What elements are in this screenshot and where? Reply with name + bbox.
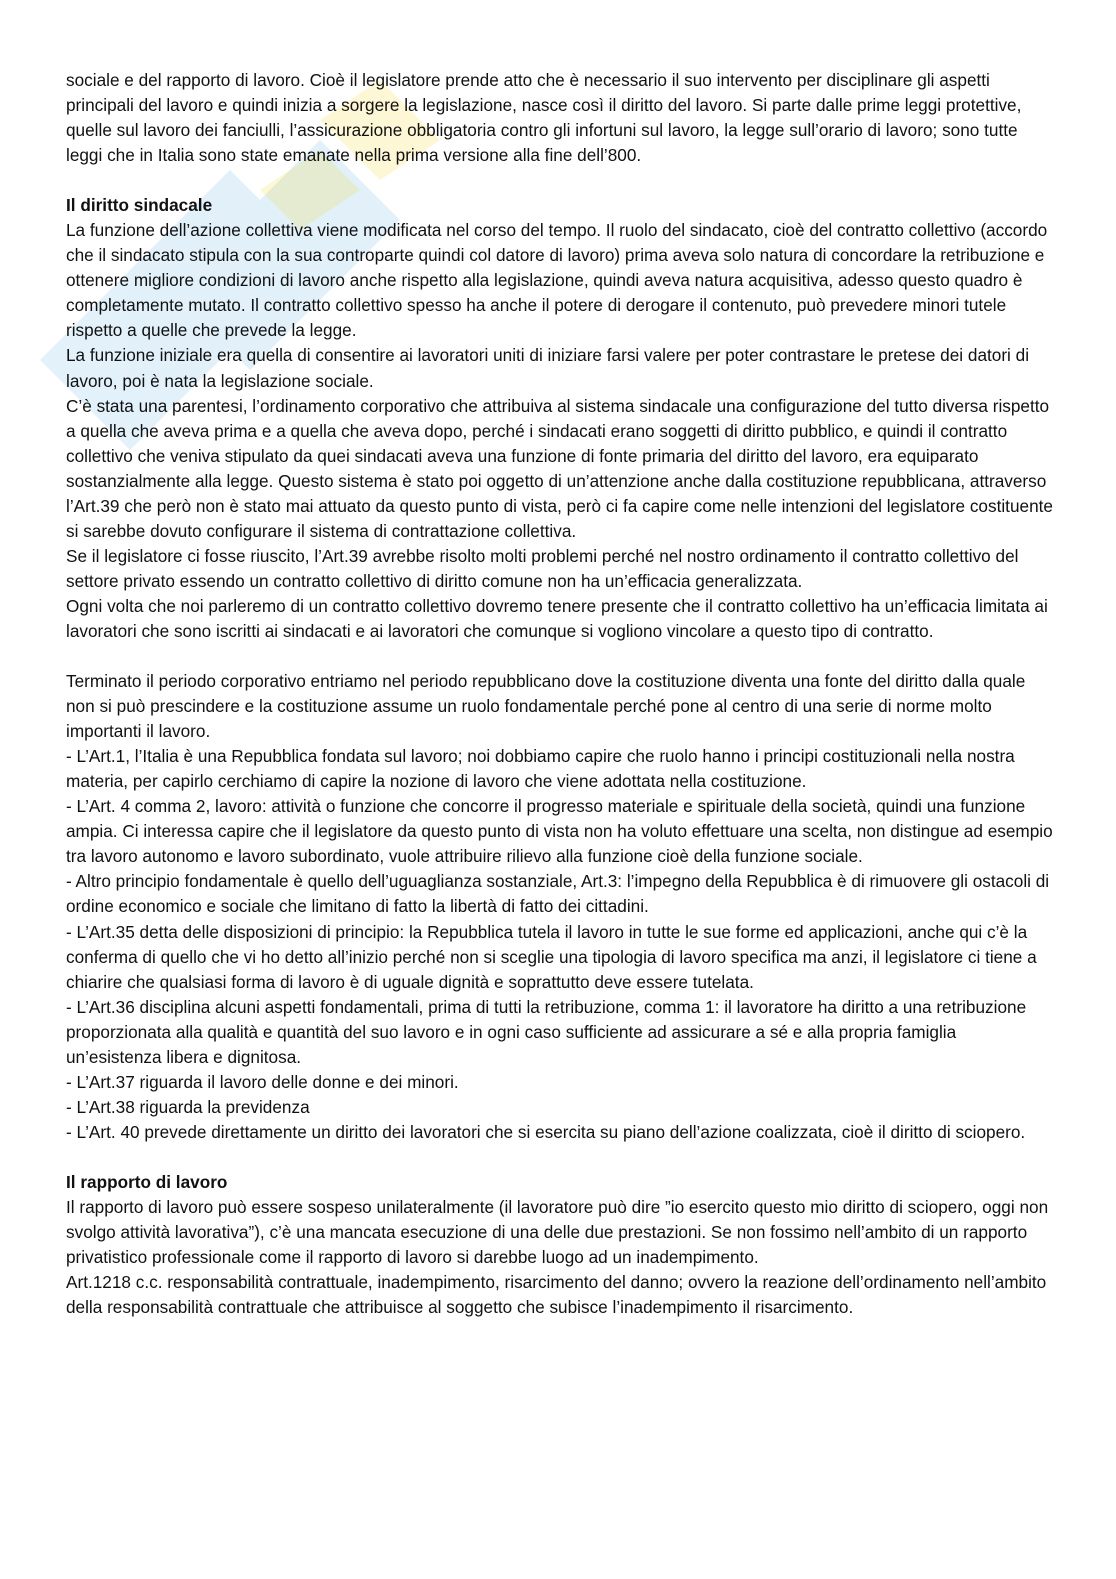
spacer <box>66 644 1056 669</box>
spacer <box>66 168 1056 193</box>
list-item: - L’Art.35 detta delle disposizioni di principio: la Repubblica tutela il lavoro in tutte le sue forme ed applicazioni, anche qui c’è la conferma di quello che vi ho detto all’inizio perché non si sceglie una tipologia di lavoro specifica ma anzi, il legislatore ci tiene a chiarire che qualsiasi forma di lavoro è di uguale dignità e soprattutto deve essere tutelata. <box>66 921 1037 992</box>
paragraph: Art.1218 c.c. responsabilità contrattuale, inadempimento, risarcimento del danno; ovvero la reazione dell’ordinamento nell’ambito della responsabilità contrattuale che attribuisce al soggetto che subisce l’inadempimento il risarcimento. <box>66 1272 1047 1318</box>
paragraph: Se il legislatore ci fosse riuscito, l’Art.39 avrebbe risolto molti problemi perché nel nostro ordinamento il contratto collettivo del settore privato essendo un contratto collettivo di diritto comune non ha un’efficacia generalizzata. <box>66 545 1019 591</box>
list-item: - L’Art.37 riguarda il lavoro delle donne e dei minori. <box>66 1071 459 1092</box>
paragraph: Ogni volta che noi parleremo di un contratto collettivo dovremo tenere presente che il contratto collettivo ha un’efficacia limitata ai lavoratori che sono iscritti ai sindacati e ai lavoratori che comunque si vogliono vincolare a questo tipo di contratto. <box>66 595 1048 641</box>
list-item: - L’Art. 40 prevede direttamente un diritto dei lavoratori che si esercita su piano dell’azione coalizzata, cioè il diritto di sciopero. <box>66 1121 1026 1142</box>
section-heading-rapporto-di-lavoro: Il rapporto di lavoro <box>66 1171 228 1192</box>
paragraph: La funzione dell’azione collettiva viene modificata nel corso del tempo. Il ruolo del sindacato, cioè del contratto collettivo (accordo che il sindacato stipula con la sua controparte quindi col datore di lavoro) prima aveva solo natura di concordare la retribuzione e ottenere migliore condizioni di lavoro anche rispetto alla legislazione, quindi aveva natura acquisitiva, adesso questo quadro è completamente mutato. Il contratto collettivo spesso ha anche il potere di derogare il contenuto, può prevedere minori tutele rispetto a quelle che prevede la legge. <box>66 220 1048 341</box>
list-item: - L’Art.36 disciplina alcuni aspetti fondamentali, prima di tutti la retribuzione, comma 1: il lavoratore ha diritto a una retribuzione proporzionata alla qualità e quantità del suo lavoro e in ogni caso sufficiente ad assicurare a sé e alla propria famiglia un’esistenza libera e dignitosa. <box>66 996 1027 1067</box>
list-item: - L’Art.1, l’Italia è una Repubblica fondata sul lavoro; noi dobbiamo capire che ruolo hanno i principi costituzionali nella nostra materia, per capirlo cerchiamo di capire la nozione di lavoro che viene adottata nella costituzione. <box>66 746 1015 792</box>
paragraph: Il rapporto di lavoro può essere sospeso unilateralmente (il lavoratore può dire ”io esercito questo mio diritto di sciopero, oggi non svolgo attività lavorativa”), c’è una mancata esecuzione di una delle due prestazioni. Se non fossimo nell’ambito di un rapporto privatistico professionale come il rapporto di lavoro si darebbe luogo ad un inadempimento. <box>66 1196 1049 1268</box>
intro-paragraph: sociale e del rapporto di lavoro. Cioè il legislatore prende atto che è necessario il suo intervento per disciplinare gli aspetti principali del lavoro e quindi inizia a sorgere la legislazione, nasce così il diritto del lavoro. Si parte dalle prime leggi protettive, quelle sul lavoro dei fanciulli, l’assicurazione obbligatoria contro gli infortuni sul lavoro, la legge sull’orario di lavoro; sono tutte leggi che in Italia sono state emanate nella prima versione alla fine dell’800. <box>66 70 1022 166</box>
list-item: - L’Art.38 riguarda la previdenza <box>66 1096 310 1117</box>
list-item: - L’Art. 4 comma 2, lavoro: attività o funzione che concorre il progresso materiale e spirituale della società, quindi una funzione ampia. Ci interessa capire che il legislatore da questo punto di vista non ha voluto effettuare una scelta, non distingue ad esempio tra lavoro autonomo e lavoro subordinato, vuole attribuire rilievo alla funzione cioè della funzione sociale. <box>66 796 1053 867</box>
spacer <box>66 1145 1056 1170</box>
paragraph: Terminato il periodo corporativo entriamo nel periodo repubblicano dove la costituzione diventa una fonte del diritto dalla quale non si può prescindere e la costituzione assume un ruolo fondamentale perché pone al centro di una serie di norme molto importanti il lavoro. <box>66 671 1026 742</box>
section-heading-diritto-sindacale: Il diritto sindacale <box>66 195 213 216</box>
document-page <box>66 68 1056 1320</box>
paragraph: C’è stata una parentesi, l’ordinamento corporativo che attribuiva al sistema sindacale una configurazione del tutto diversa rispetto a quella che aveva prima e a quella che aveva dopo, perché i sindacati erano soggetti di diritto pubblico, e quindi il contratto collettivo che veniva stipulato da quei sindacati aveva una funzione di fonte primaria del diritto del lavoro, era equiparato sostanzialmente alla legge. Questo sistema è stato poi oggetto di un’attenzione anche dalla costituzione repubblicana, attraverso l’Art.39 che però non è stato mai attuato da questo punto di vista, però ci fa capire come nelle intenzioni del legislatore costituente si sarebbe dovuto configurare il sistema di contrattazione collettiva. <box>66 395 1053 541</box>
list-item: - Altro principio fondamentale è quello dell’uguaglianza sostanziale, Art.3: l’impegno della Repubblica è di rimuovere gli ostacoli di ordine economico e sociale che limitano di fatto la libertà di fatto dei cittadini. <box>66 871 1050 917</box>
paragraph: La funzione iniziale era quella di consentire ai lavoratori uniti di iniziare farsi valere per poter contrastare le pretese dei datori di lavoro, poi è nata la legislazione sociale. <box>66 345 1030 391</box>
